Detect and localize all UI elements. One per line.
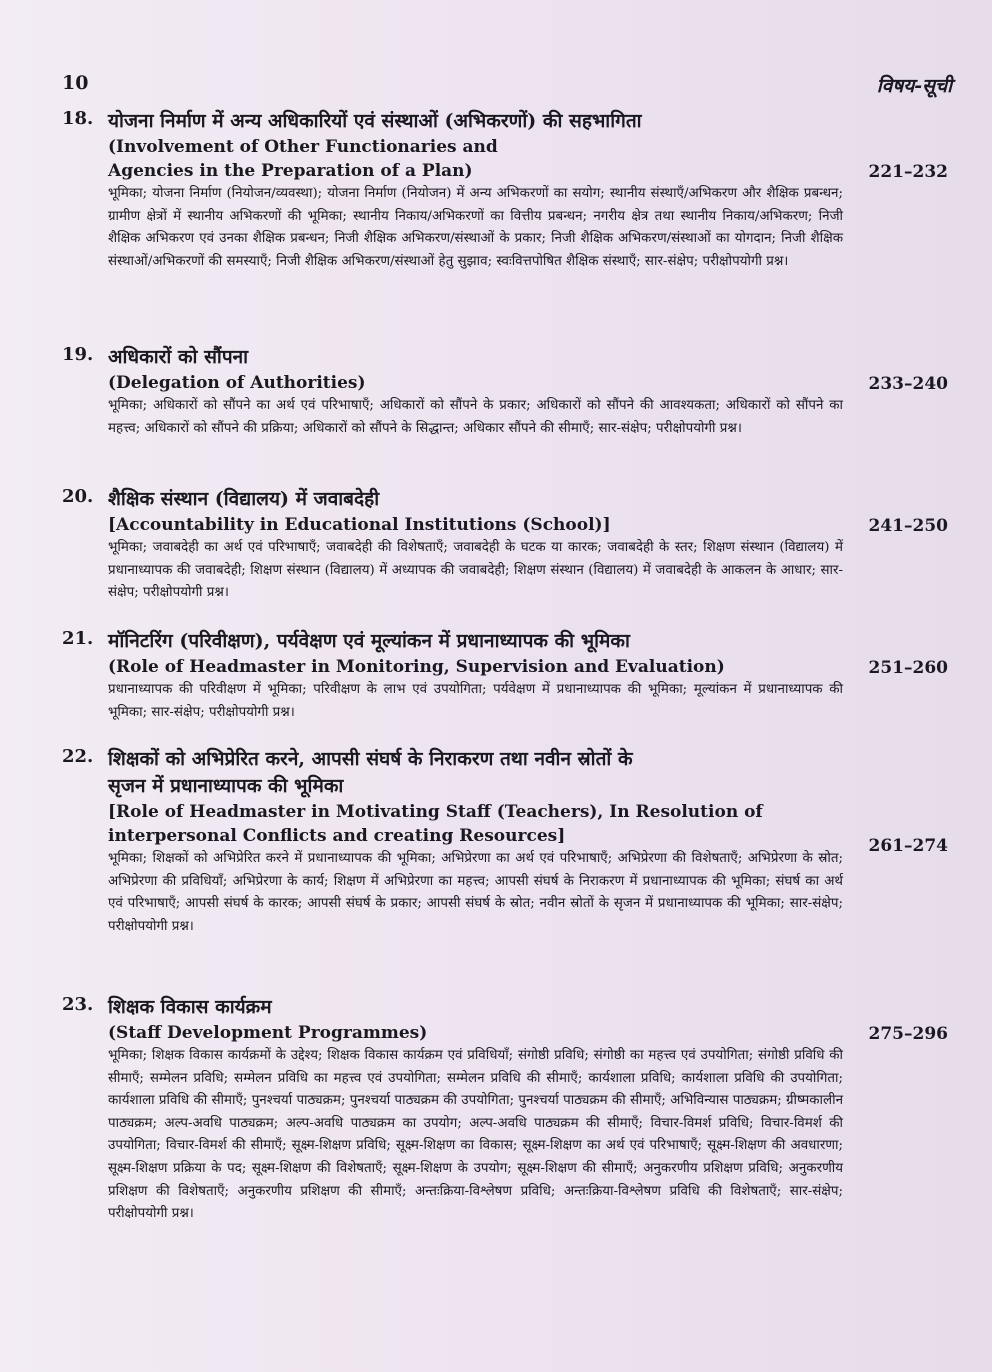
toc-entry-23 [62, 994, 952, 1226]
entry-description: भूमिका; अधिकारों को सौंपने का अर्थ एवं परिभाषाएँ; अधिकारों को सौंपने के प्रकार; अधिकारों को सौंपने की आवश्यकता; अधिकारों को सौंपने का महत्त्व; अधिकारों को सौंपने की प्रक्रिया; अधिकारों को सौंपने के सिद्धान्त; अधिकार सौंपने की सीमाएँ; सार-संक्षेप; परीक्षोपयोगी प्रश्न। [108, 398, 843, 436]
entry-hindi-title: योजना निर्माण में अन्य अधिकारियों एवं संस्थाओं (अभिकरणों) की सहभागिता [108, 110, 642, 132]
entry-page-range: 251–260 [868, 658, 948, 678]
entry-page-range: 221–232 [868, 162, 948, 182]
entry-description: प्रधानाध्यापक की परिवीक्षण में भूमिका; परिवीक्षण के लाभ एवं उपयोगिता; पर्यवेक्षण में प्रधानाध्यापक की भूमिका; मूल्यांकन में प्रधानाध्यापक की भूमिका; सार-संक्षेप; परीक्षोपयोगी प्रश्न। [108, 682, 843, 720]
entry-number: 18. [62, 108, 94, 129]
entry-english-title: (Staff Development Programmes) [108, 1023, 428, 1043]
entry-page-range: 261–274 [868, 836, 948, 856]
entry-english-title: (Involvement of Other Functionaries and Agencies in the Preparation of a Plan) [108, 137, 498, 181]
page-number: 10 [62, 72, 89, 94]
entry-description: भूमिका; शिक्षक विकास कार्यक्रमों के उद्देश्य; शिक्षक विकास कार्यक्रम एवं प्रविधियाँ; संगोष्ठी प्रविधि; संगोष्ठी का महत्त्व एवं उपयोगिता; संगोष्ठी प्रविधि की सीमाएँ; सम्मेलन प्रविधि; सम्मेलन प्रविधि का महत्त्व एवं उपयोगिता; सम्मेलन प्रविधि की सीमाएँ; कार्यशाला प्रविधि; कार्यशाला प्रविधि की उपयोगिता; कार्यशाला प्रविधि की सीमाएँ; पुनश्चर्या पाठ्यक्रम; पुनश्चर्या पाठ्यक्रम की उपयोगिता; पुनश्चर्या पाठ्यक्रम की सीमाएँ; अभिविन्यास पाठ्यक्रम; ग्रीष्मकालीन पाठ्यक्रम; अल्प-अवधि पाठ्यक्रम; अल्प-अवधि पाठ्यक्रम का उपयोग; अल्प-अवधि पाठ्यक्रम की सीमाएँ; विचार-विमर्श प्रविधि; विचार-विमर्श की उपयोगिता; विचार-विमर्श की सीमाएँ; सूक्ष्म-शिक्षण प्रविधि; सूक्ष्म-शिक्षण का विकास; सूक्ष्म-शिक्षण का अर्थ एवं परिभाषाएँ; सूक्ष्म-शिक्षण की अवधारणा; सूक्ष्म-शिक्षण प्रक्रिया के पद; सूक्ष्म-शिक्षण की विशेषताएँ; सूक्ष्म-शिक्षण के उपयोग; सूक्ष्म-शिक्षण की सीमाएँ; अनुकरणीय प्रशिक्षण प्रविधि; अनुकरणीय प्रशिक्षण की विशेषताएँ; अनुकरणीय प्रशिक्षण की सीमाएँ; अन्तःक्रिया-विश्लेषण प्रविधि; अन्तःक्रिया-विश्लेषण प्रविधि की विशेषताएँ; सार-संक्षेप; परीक्षोपयोगी प्रश्न। [108, 1048, 843, 1222]
entry-page-range: 275–296 [868, 1024, 948, 1044]
toc-entry-19 [62, 344, 952, 440]
entry-description: भूमिका; योजना निर्माण (नियोजन/व्यवस्था); योजना निर्माण (नियोजन) में अन्य अभिकरणों का सयोग; स्थानीय संस्थाएँ/अभिकरण और शैक्षिक प्रबन्धन; ग्रामीण क्षेत्रों में स्थानीय अभिकरणों की भूमिका; स्थानीय निकाय/अभिकरणों का वित्तीय प्रबन्धन; नगरीय क्षेत्र तथा स्थानीय निकाय/अभिकरण; निजी शैक्षिक अभिकरण एवं उनका शैक्षिक प्रबन्धन; निजी शैक्षिक अभिकरण/संस्थाओं के प्रकार; निजी शैक्षिक अभिकरण/संस्थाओं का योगदान; निजी शैक्षिक संस्थाओं/अभिकरणों की समस्याएँ; निजी शैक्षिक अभिकरण/संस्थाओं हेतु सुझाव; स्वःवित्तपोषित शैक्षिक संस्थाएँ; सार-संक्षेप; परीक्षोपयोगी प्रश्न। [108, 186, 843, 269]
entry-number: 21. [62, 628, 94, 649]
toc-entry-21 [62, 628, 952, 724]
entry-number: 20. [62, 486, 94, 507]
running-title: विषय-सूची [876, 75, 952, 97]
entry-english-title: (Delegation of Authorities) [108, 373, 366, 393]
entry-number: 19. [62, 344, 94, 365]
toc-entry-20 [62, 486, 952, 605]
entry-hindi-title: शिक्षक विकास कार्यक्रम [108, 996, 272, 1018]
entry-number: 22. [62, 746, 94, 767]
toc-entry-18 [62, 108, 952, 273]
entry-number: 23. [62, 994, 94, 1015]
entry-hindi-title: मॉनिटरिंग (परिवीक्षण), पर्यवेक्षण एवं मूल्यांकन में प्रधानाध्यापक की भूमिका [108, 630, 630, 652]
entry-description: भूमिका; जवाबदेही का अर्थ एवं परिभाषाएँ; जवाबदेही की विशेषताएँ; जवाबदेही के घटक या कारक; जवाबदेही के स्तर; शिक्षण संस्थान (विद्यालय) में प्रधानाध्यापक की जवाबदेही; शिक्षण संस्थान (विद्यालय) में अध्यापक की जवाबदेही; शिक्षण संस्थान (विद्यालय) में जवाबदेही के आकलन के आधार; सार-संक्षेप; परीक्षोपयोगी प्रश्न। [108, 540, 843, 601]
entry-english-title: [Role of Headmaster in Motivating Staff (Teachers), In Resolution of interpersonal Conflicts and creating Resources] [108, 802, 763, 846]
toc-entry-22 [62, 746, 952, 938]
entry-english-title: (Role of Headmaster in Monitoring, Supervision and Evaluation) [108, 657, 725, 677]
entry-hindi-title: शैक्षिक संस्थान (विद्यालय) में जवाबदेही [108, 488, 380, 510]
entry-page-range: 233–240 [868, 374, 948, 394]
entry-hindi-title: अधिकारों को सौंपना [108, 346, 249, 368]
entry-page-range: 241–250 [868, 516, 948, 536]
entry-hindi-title: शिक्षकों को अभिप्रेरित करने, आपसी संघर्ष के निराकरण तथा नवीन स्रोतों के सृजन में प्रधानाध्यापक की भूमिका [108, 748, 633, 797]
entry-english-title: [Accountability in Educational Institutions (School)] [108, 515, 611, 535]
entry-description: भूमिका; शिक्षकों को अभिप्रेरित करने में प्रधानाध्यापक की भूमिका; अभिप्रेरणा का अर्थ एवं परिभाषाएँ; अभिप्रेरणा की विशेषताएँ; अभिप्रेरणा के स्रोत; अभिप्रेरणा की प्रविधियाँ; अभिप्रेरणा के कार्य; शिक्षण में अभिप्रेरणा का महत्त्व; आपसी संघर्ष के निराकरण में प्रधानाध्यापक की भूमिका; संघर्ष का अर्थ एवं परिभाषाएँ; आपसी संघर्ष के कारक; आपसी संघर्ष के प्रकार; आपसी संघर्ष के स्रोत; नवीन स्रोतों के सृजन में प्रधानाध्यापक की भूमिका; सार-संक्षेप; परीक्षोपयोगी प्रश्न। [108, 851, 843, 934]
